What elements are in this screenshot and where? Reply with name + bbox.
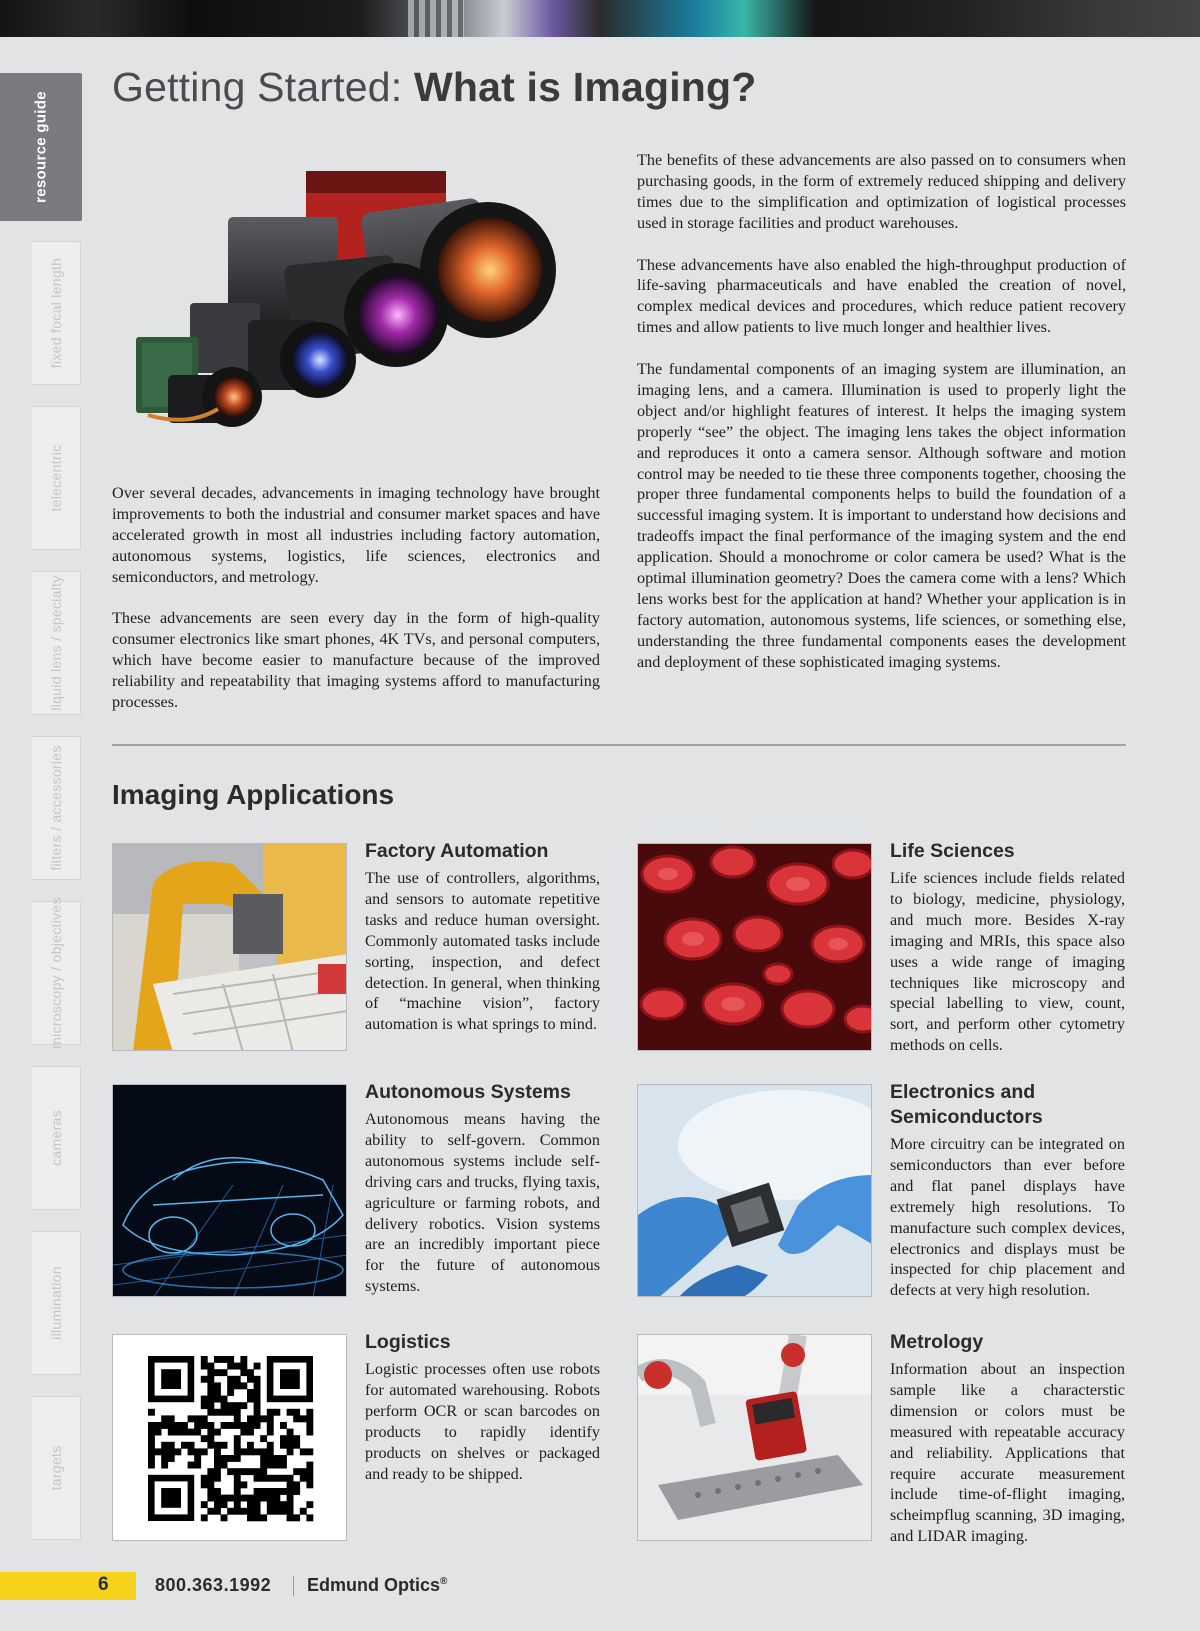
side-tab-label: telecentric bbox=[48, 444, 64, 512]
side-tab-cameras[interactable] bbox=[32, 1066, 81, 1210]
intro-left-column bbox=[112, 483, 600, 713]
title-bold: What is Imaging? bbox=[413, 64, 757, 110]
footer-phone[interactable]: 800.363.1992 bbox=[155, 1575, 272, 1595]
app-text-autonomous-systems: Autonomous means having the ability to self-govern. Common autonomous systems include self-driving cars and trucks, flying taxis, agriculture or farming robots, and delivery robotics. Vision systems are an incredibly important piece for the future of autonomous systems. bbox=[365, 1110, 600, 1296]
title-prefix: Getting Started: bbox=[112, 64, 414, 110]
section-divider bbox=[112, 744, 1126, 746]
wireframe-car-image bbox=[112, 1084, 347, 1297]
side-tab-label: illumination bbox=[48, 1266, 64, 1340]
side-tab-telecentric[interactable] bbox=[32, 406, 81, 550]
page-title bbox=[112, 64, 757, 111]
app-text-metrology: Information about an inspection sample like a characterstic dimension or colors must be measured with repeatable accuracy and reliability. Applications that require accurate measurement include time-of-flight imaging, scheimpflug scanning, 3D imaging, and LIDAR imaging. bbox=[890, 1360, 1125, 1546]
intro-paragraph: The benefits of these advancements are also passed on to consumers when purchasing goods, in the form of extremely reduced shipping and delivery times due to the simplification and optimization of logistical processes used in storage facilities and product warehouses. bbox=[637, 151, 1126, 232]
section-title: Imaging Applications bbox=[112, 779, 395, 810]
intro-paragraph: These advancements are seen every day in the form of high-quality consumer electronics like smart phones, 4K TVs, and personal computers, which have become easier to manufacture because of the improved reliability and repeatability that imaging systems afford to manufacturing processes. bbox=[112, 609, 600, 712]
app-title-metrology: Metrology bbox=[890, 1331, 984, 1353]
side-tab-resource-guide[interactable] bbox=[0, 73, 82, 221]
registered-mark: ® bbox=[440, 1576, 448, 1587]
footer-brand bbox=[307, 1575, 447, 1596]
side-tab-microscopy[interactable] bbox=[32, 897, 81, 1049]
side-tab-label: targets bbox=[48, 1445, 64, 1491]
page-number: 6 bbox=[98, 1574, 109, 1595]
camera-lens-product-image bbox=[128, 165, 588, 450]
side-tab-fixed-focal-length[interactable] bbox=[32, 241, 81, 385]
header-lens-photo bbox=[0, 0, 1200, 37]
intro-paragraph: These advancements have also enabled the high-throughput production of life-saving pharmaceuticals and have enabled the creation of novel, complex medical devices and procedures, which reduce patient recovery times and allow patients to live much longer and healthier lives. bbox=[637, 255, 1126, 337]
side-tab-label: resource guide bbox=[32, 91, 50, 203]
app-title-life-sciences: Life Sciences bbox=[890, 840, 1015, 862]
footer-accent-bar bbox=[0, 1572, 136, 1600]
microchip-glove-image bbox=[637, 1084, 872, 1297]
app-title-factory-automation: Factory Automation bbox=[365, 840, 549, 862]
side-tab-label: filters / accessories bbox=[48, 745, 64, 871]
intro-paragraph: Over several decades, advancements in imaging technology have brought improvements to both the industrial and consumer market spaces and have accelerated growth in most all industries including factory automation, autonomous systems, logistics, life sciences, electronics and semiconductors, and metrology. bbox=[112, 484, 600, 586]
brand-name: Edmund Optics bbox=[307, 1575, 441, 1595]
measurement-robot-image bbox=[637, 1334, 872, 1541]
side-tab-label: microscopy / objectives bbox=[48, 897, 64, 1049]
side-tab-liquid-lens[interactable] bbox=[32, 571, 81, 715]
side-tab-filters[interactable] bbox=[32, 736, 81, 880]
app-text-electronics-semiconductors: More circuitry can be integrated on semiconductors than ever before and flat panel displays have extremely high resolutions. To manufacture such complex devices, electronics and displays must be inspected for chip placement and defects at very high resolution. bbox=[890, 1135, 1125, 1300]
side-tab-label: liquid lens / specialty bbox=[48, 575, 64, 711]
side-tab-label: fixed focal length bbox=[48, 257, 64, 369]
app-text-logistics: Logistic processes often use robots for automated warehousing. Robots perform OCR or scan barcodes on products to rapidly identify products on shelves or packaged and ready to be shipped. bbox=[365, 1360, 600, 1483]
app-text-factory-automation: The use of controllers, algorithms, and sensors to automate repetitive tasks and reduce human oversight. Commonly automated tasks include sorting, inspection, and defect detection. In general, when thinking of “machine vision”, factory automation is what springs to mind. bbox=[365, 869, 600, 1034]
side-tab-label: cameras bbox=[48, 1110, 64, 1166]
side-tab-targets[interactable] bbox=[32, 1396, 81, 1540]
lens-barrel-detail bbox=[408, 0, 464, 37]
footer-separator bbox=[293, 1576, 294, 1596]
app-title-autonomous-systems: Autonomous Systems bbox=[365, 1081, 571, 1103]
robot-arm-image bbox=[112, 843, 347, 1051]
app-title-electronics-semiconductors: Electronics and Semiconductors bbox=[890, 1081, 1043, 1128]
app-title-logistics: Logistics bbox=[365, 1331, 451, 1353]
intro-right-column bbox=[637, 150, 1126, 673]
intro-paragraph: The fundamental components of an imaging system are illumination, an imaging lens, and a camera. Illumination is used to properly light the object and/or highlight features of interest. It helps the imaging system properly “see” the object. The imaging lens takes the object information and reproduces it onto a camera sensor. Although software and motion control may be needed to tie these three components together, choosing the proper three fundamental components helps to build the foundation of a successful imaging system. It is important to understand how decisions and tradeoffs impact the final performance of the imaging system and the end application. Should a monochrome or color camera be used? What is the optimal illumination geometry? Does the camera come with a lens? Which lens works best for the application at hand? Whether your application is in factory automation, autonomous systems, life sciences, or something else, understanding the three fundamental components eases the development and deployment of these sophisticated imaging systems. bbox=[637, 360, 1126, 671]
side-tab-illumination[interactable] bbox=[32, 1231, 81, 1375]
red-blood-cells-image bbox=[637, 843, 872, 1051]
app-text-life-sciences: Life sciences include fields related to biology, medicine, physiology, and much more. Besides X-ray imaging and MRIs, this space also uses a wide range of imaging techniques like microscopy and special labelling to view, count, sort, and perform other cytometry methods on cells. bbox=[890, 869, 1125, 1055]
qr-code-image bbox=[112, 1334, 347, 1541]
